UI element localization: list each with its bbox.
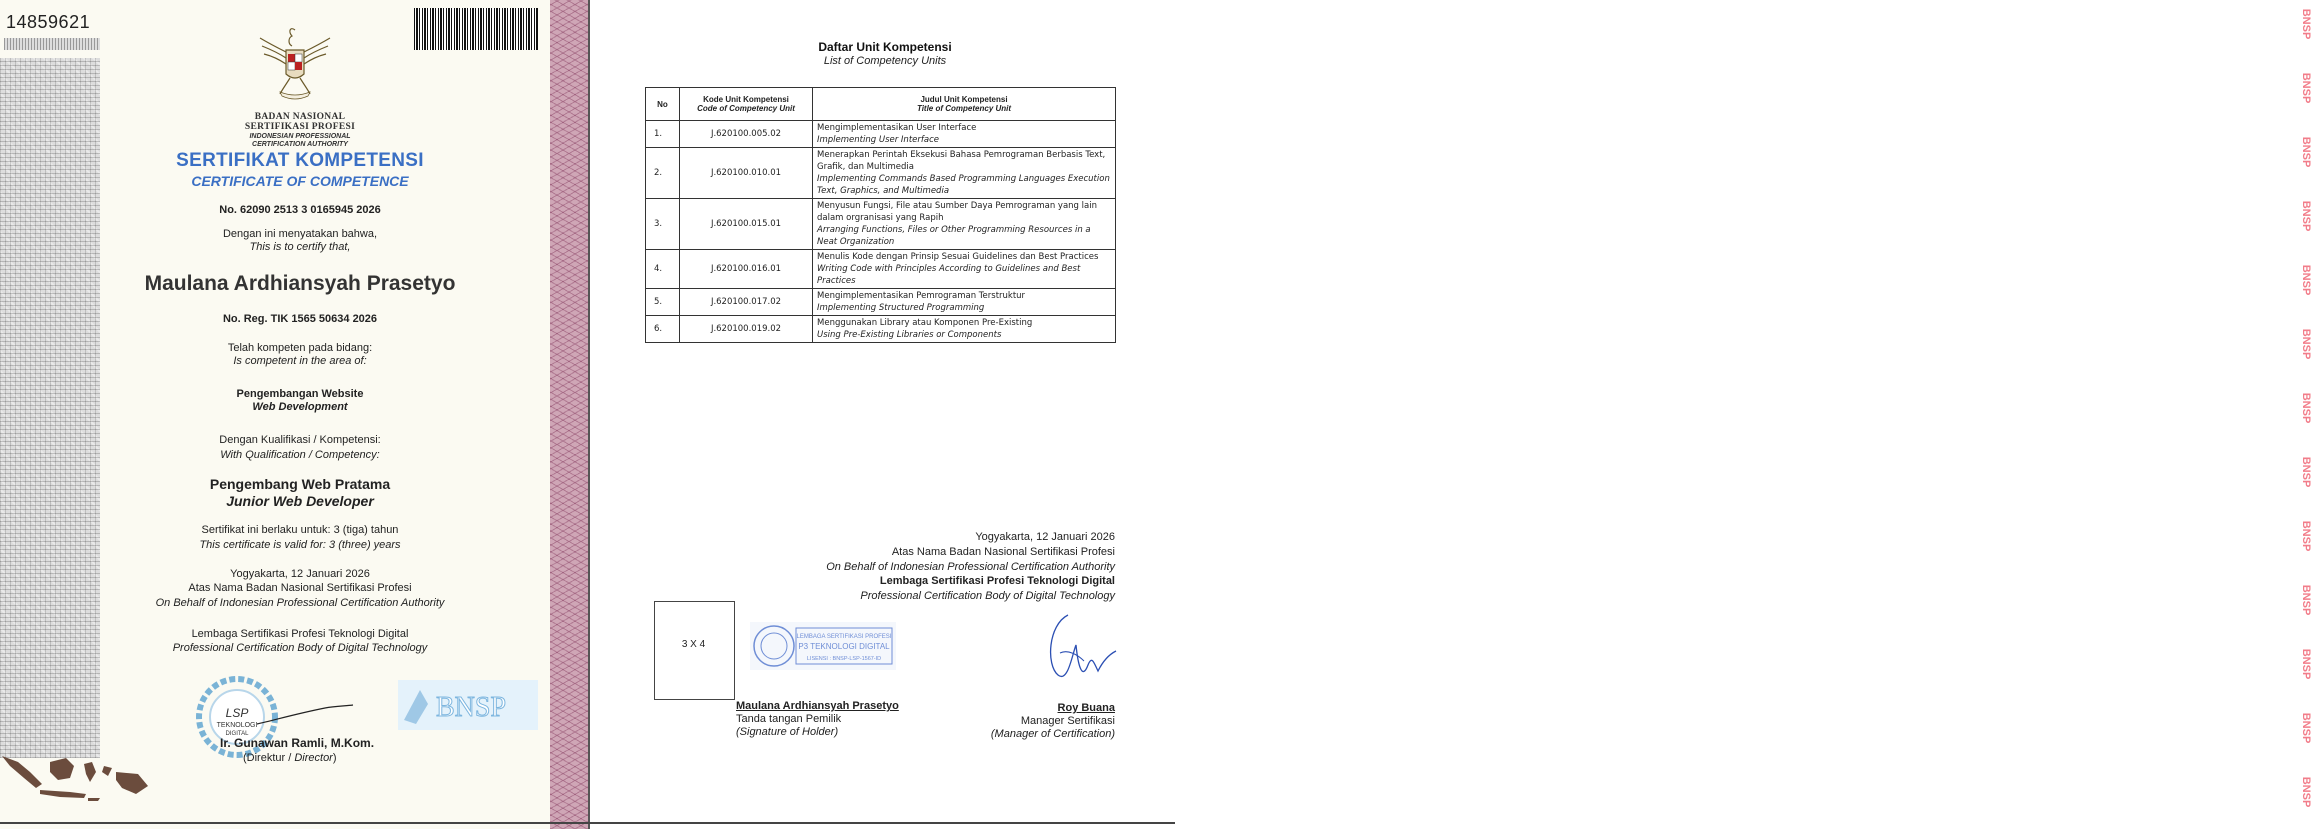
table-row <box>646 121 1116 148</box>
org-en-line1: INDONESIAN PROFESSIONAL <box>249 133 351 140</box>
right-place-date: Yogyakarta, 12 Januari 2026 <box>975 531 1115 543</box>
bottom-border <box>0 822 1175 824</box>
table-row <box>646 148 1116 199</box>
holder-signature-label-id: Tanda tangan Pemilik <box>736 713 842 725</box>
unit-title: Menerapkan Perintah Eksekusi Bahasa Pemrograman Berbasis Text, Grafik, dan Multimedia Implementing Commands Based Programming Languages Execution Text, Graphics, and Multimedia <box>813 148 1116 199</box>
org-en-line2: CERTIFICATION AUTHORITY <box>252 141 348 148</box>
field-en: Web Development <box>252 401 348 413</box>
validity-en: This certificate is valid for: 3 (three) years <box>199 539 401 551</box>
col-header-title: Judul Unit Kompetensi Title of Competency Unit <box>813 88 1116 121</box>
qualification-label-en: With Qualification / Competency: <box>220 449 380 461</box>
behalf-en: On Behalf of Indonesian Professional Certification Authority <box>155 597 445 609</box>
competency-list-subtitle: List of Competency Units <box>823 55 947 67</box>
watermark-text: BNSP <box>2300 584 2312 616</box>
table-row <box>646 289 1116 316</box>
unit-title: Menulis Kode dengan Prinsip Sesuai Guidelines dan Best Practices Writing Code with Principles According to Guidelines and Best Practices <box>813 250 1116 289</box>
competent-text-id: Telah kompeten pada bidang: <box>227 342 373 354</box>
serial-number: 14859621 <box>6 12 91 32</box>
table-row <box>646 250 1116 289</box>
unit-title: Menyusun Fungsi, File atau Sumber Daya Pemrograman yang lain dalam orgranisasi yang Rapih Arranging Functions, Files or Other Programming Resources in a Neat Organization <box>813 199 1116 250</box>
right-lsp-en: Professional Certification Body of Digital Technology <box>860 590 1115 602</box>
watermark-text: BNSP <box>2300 136 2312 168</box>
lsp-logo-sub1: TEKNOLOGI <box>216 722 258 729</box>
unit-code: J.620100.005.02 <box>680 121 813 148</box>
certificate-front-page <box>0 0 550 829</box>
director-name: Ir. Gunawan Ramli, M.Kom. <box>220 736 375 750</box>
certificate-subtitle: CERTIFICATE OF COMPETENCE <box>191 173 409 189</box>
bnsp-logo-text: BNSP <box>436 692 507 723</box>
manager-name: Roy Buana <box>1057 702 1115 714</box>
lsp-logo-text: LSP <box>225 706 249 720</box>
watermark-text: BNSP <box>2300 200 2312 232</box>
qualification-label-id: Dengan Kualifikasi / Kompetensi: <box>219 434 381 446</box>
garuda-emblem-icon <box>250 18 340 100</box>
right-lsp-id: Lembaga Sertifikasi Profesi Teknologi Digital <box>879 575 1115 587</box>
lsp-name-id: Lembaga Sertifikasi Profesi Teknologi Digital <box>191 628 409 640</box>
unit-title: Menggunakan Library atau Komponen Pre-Existing Using Pre-Existing Libraries or Components <box>813 316 1116 343</box>
watermark-text: BNSP <box>2300 328 2312 360</box>
watermark-text: BNSP <box>2300 456 2312 488</box>
photo-size-label: 3 X 4 <box>681 639 706 650</box>
indonesia-map-icon <box>0 742 150 810</box>
unit-no: 2. <box>646 148 680 199</box>
stamp-line1: LEMBAGA SERTIFIKASI PROFESI <box>796 634 892 640</box>
unit-no: 6. <box>646 316 680 343</box>
security-ribbon <box>550 0 588 829</box>
unit-code: J.620100.015.01 <box>680 199 813 250</box>
certificate-title: SERTIFIKAT KOMPETENSI <box>176 150 424 171</box>
watermark-text: BNSP <box>2300 712 2312 744</box>
field-id: Pengembangan Website <box>236 388 364 400</box>
watermark-text: BNSP <box>2300 8 2312 40</box>
watermark-text: BNSP <box>2300 264 2312 296</box>
manager-role-en: (Manager of Certification) <box>990 728 1115 740</box>
unit-no: 4. <box>646 250 680 289</box>
place-date: Yogyakarta, 12 Januari 2026 <box>230 568 370 580</box>
col-header-no: No <box>646 88 680 121</box>
competency-units-table <box>645 87 1116 343</box>
unit-no: 3. <box>646 199 680 250</box>
behalf-id: Atas Nama Badan Nasional Sertifikasi Profesi <box>188 582 412 594</box>
unit-code: J.620100.017.02 <box>680 289 813 316</box>
qualification-id: Pengembang Web Pratama <box>209 476 391 492</box>
certify-text-id: Dengan ini menyatakan bahwa, <box>222 228 378 240</box>
watermark-text: BNSP <box>2300 520 2312 552</box>
competency-list-title: Daftar Unit Kompetensi <box>818 40 952 54</box>
lsp-logo-sub2: DIGITAL <box>225 731 249 737</box>
validity-id: Sertifikat ini berlaku untuk: 3 (tiga) tahun <box>201 524 399 536</box>
right-behalf-id: Atas Nama Badan Nasional Sertifikasi Profesi <box>891 546 1115 558</box>
unit-title: Mengimplementasikan Pemrograman Terstruktur Implementing Structured Programming <box>813 289 1116 316</box>
col-header-code: Kode Unit Kompetensi Code of Competency Unit <box>680 88 813 121</box>
table-header-row <box>646 88 1116 121</box>
holder-signature-name: Maulana Ardhiansyah Prasetyo <box>736 700 899 712</box>
security-pattern-strip <box>0 58 100 758</box>
watermark-text: BNSP <box>2300 392 2312 424</box>
competent-text-en: Is competent in the area of: <box>233 355 367 367</box>
bnsp-logo-icon <box>398 680 538 730</box>
photo-placeholder <box>654 601 735 700</box>
certificate-number: No. 62090 2513 3 0165945 2026 <box>219 204 381 216</box>
watermark-text: BNSP <box>2300 72 2312 104</box>
manager-role-id: Manager Sertifikasi <box>1020 715 1115 727</box>
org-name-line1: BADAN NASIONAL <box>254 112 346 122</box>
qualification-en: Junior Web Developer <box>226 493 374 509</box>
certify-text-en: This is to certify that, <box>249 241 351 253</box>
table-row <box>646 316 1116 343</box>
stamp-line3: LISENSI : BNSP-LSP-1567-ID <box>806 656 882 662</box>
stamp-line2: P3 TEKNOLOGI DIGITAL <box>798 642 890 651</box>
unit-code: J.620100.010.01 <box>680 148 813 199</box>
unit-code: J.620100.019.02 <box>680 316 813 343</box>
right-behalf-en: On Behalf of Indonesian Professional Certification Authority <box>826 561 1115 573</box>
watermark-text: BNSP <box>2300 648 2312 680</box>
watermark-text: BNSP <box>2300 776 2312 808</box>
bnsp-watermark-column <box>1146 0 2312 829</box>
holder-signature-label-en: (Signature of Holder) <box>736 726 839 738</box>
manager-signature <box>1038 605 1118 685</box>
unit-code: J.620100.016.01 <box>680 250 813 289</box>
lsp-stamp-icon <box>750 622 896 670</box>
barcode <box>414 8 538 50</box>
director-role: (Direktur / Director) <box>243 752 337 764</box>
org-name-line2: SERTIFIKASI PROFESI <box>244 122 356 132</box>
unit-no: 5. <box>646 289 680 316</box>
director-signature <box>255 700 355 730</box>
table-row <box>646 199 1116 250</box>
unit-title: Mengimplementasikan User Interface Implementing User Interface <box>813 121 1116 148</box>
registration-number: No. Reg. TIK 1565 50634 2026 <box>222 313 378 325</box>
unit-no: 1. <box>646 121 680 148</box>
lsp-name-en: Professional Certification Body of Digital Technology <box>172 642 428 654</box>
holder-name: Maulana Ardhiansyah Prasetyo <box>144 272 456 295</box>
serial-pattern <box>4 38 100 50</box>
